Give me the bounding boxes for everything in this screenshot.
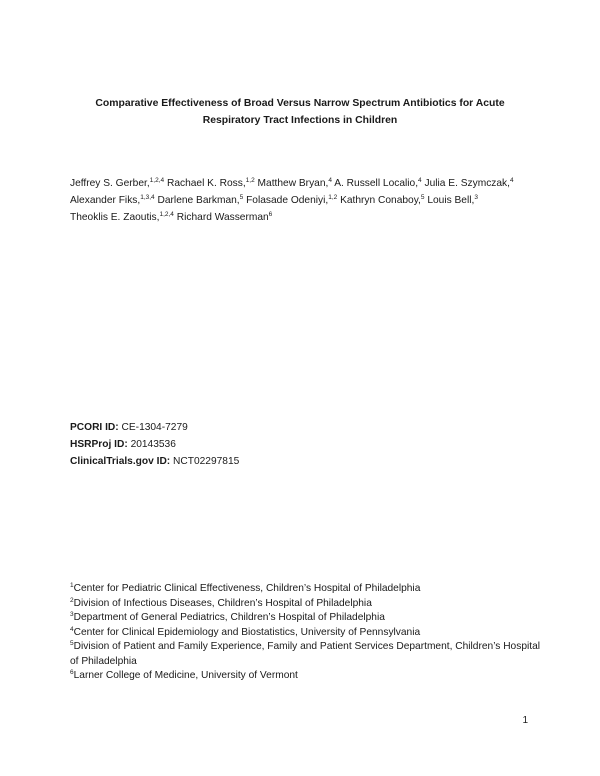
author-affiliation-marker: 1,2	[328, 194, 338, 201]
author-name: Matthew Bryan,	[254, 178, 329, 189]
author-name: Jeffrey S. Gerber,	[70, 178, 150, 189]
clinicaltrials-id-row	[70, 453, 530, 470]
affiliation-item	[70, 597, 540, 612]
affiliation-item	[70, 669, 540, 684]
title-line-1: Comparative Effectiveness of Broad Versus Narrow Spectrum Antibiotics for Acute	[95, 98, 505, 109]
affiliation-text: Larner College of Medicine, University of Vermont	[73, 670, 298, 681]
hsrproj-id-row	[70, 436, 530, 453]
author-name: Kathryn Conaboy,	[337, 195, 421, 206]
author-list	[70, 175, 540, 226]
page-number: 1	[522, 715, 528, 726]
author-affiliation-marker: 1,2,4	[149, 177, 165, 184]
affiliation-list	[70, 582, 540, 684]
author-name: Julia E. Szymczak,	[421, 178, 510, 189]
author-line-3	[70, 209, 540, 226]
clinicaltrials-id-label: ClinicalTrials.gov ID:	[70, 456, 171, 467]
pcori-id-value: CE-1304-7279	[118, 422, 188, 433]
affiliation-text: Center for Pediatric Clinical Effectiveness, Children’s Hospital of Philadelphia	[73, 583, 421, 594]
author-affiliation-marker: 6	[268, 211, 273, 218]
author-name: A. Russell Localio,	[331, 178, 419, 189]
pcori-id-label: PCORI ID:	[70, 422, 119, 433]
affiliation-item	[70, 582, 540, 597]
author-affiliation-marker: 1,2,4	[159, 211, 174, 218]
affiliation-number: 4	[70, 625, 74, 633]
author-affiliation-marker: 5	[420, 194, 425, 201]
title-line-2: Respiratory Tract Infections in Children	[202, 115, 398, 126]
author-name: Rachael K. Ross,	[164, 178, 246, 189]
affiliation-text: Department of General Pediatrics, Children’s Hospital of Philadelphia	[73, 612, 385, 623]
affiliation-number: 3	[70, 611, 74, 618]
pcori-id-row	[70, 419, 530, 436]
affiliation-text: Division of Infectious Diseases, Children’s Hospital of Philadelphia	[73, 597, 372, 609]
author-name: Folasade Odeniyi,	[243, 195, 329, 206]
author-affiliation-marker: 1,3,4	[140, 194, 155, 201]
affiliation-number: 1	[70, 582, 74, 589]
affiliation-item	[70, 626, 540, 641]
author-affiliation-marker: 5	[239, 194, 244, 201]
author-name: Richard Wasserman	[173, 212, 269, 223]
author-name: Theoklis E. Zaoutis,	[70, 212, 160, 223]
affiliation-text: Center for Clinical Epidemiology and Biostatistics, University of Pennsylvania	[73, 626, 421, 638]
author-affiliation-marker: 1,2	[245, 177, 255, 184]
hsrproj-id-label: HSRProj ID:	[70, 439, 128, 450]
affiliation-number: 6	[70, 669, 74, 676]
affiliation-number: 2	[70, 596, 74, 604]
author-line-1	[70, 175, 540, 192]
affiliation-item	[70, 640, 540, 669]
author-name: Louis Bell,	[424, 195, 475, 206]
author-name: Darlene Barkman,	[154, 195, 240, 206]
author-affiliation-marker: 4	[509, 177, 514, 184]
author-affiliation-marker: 3	[474, 194, 478, 201]
author-affiliation-marker: 4	[418, 177, 422, 184]
clinicaltrials-id-value: NCT02297815	[170, 456, 240, 467]
affiliation-text: Division of Patient and Family Experience, Family and Patient Services Department, Children’s Hospital of Philadelphia	[70, 641, 541, 667]
identifier-block	[70, 419, 530, 470]
document-title	[70, 95, 530, 129]
hsrproj-id-value: 20143536	[127, 439, 176, 450]
affiliation-number: 5	[70, 640, 74, 647]
affiliation-item	[70, 611, 540, 626]
author-line-2	[70, 192, 540, 209]
author-name: Alexander Fiks,	[70, 195, 141, 206]
author-affiliation-marker: 4	[328, 177, 332, 184]
